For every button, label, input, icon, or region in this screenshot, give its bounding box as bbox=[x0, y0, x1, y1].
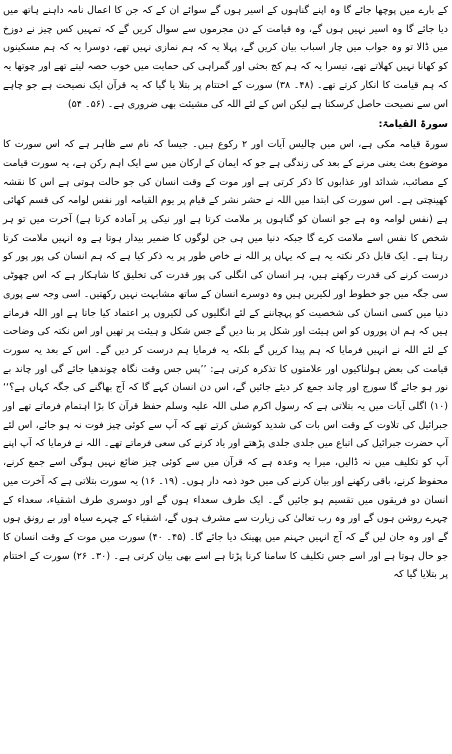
body-paragraph: سورۃ قیامہ مکی ہے، اس میں چالیس آیات اور ۲ رکوع ہیں۔ جیسا کہ نام سے ظاہر ہے کہ اس سورت کا موضوع بعث یعنی مرنے کے بعد کی زندگی ہے جو کہ ایمان کے ارکان میں سے ایک اہم رکن ہے، یہ سورت قیامت کے مصائب، شدائد اور عذابوں کا ذکر کرتی ہے اور موت کے وقت انسان کی جو حالت ہوتی ہے اس کا نقشہ کھینچتی ہے۔ اس سورت کی ابتدا میں اللہ نے حشر نشر کے قیام پر یوم القیامہ اور نفس لوامہ کی قسم کھائی ہے (نفس لوامہ وہ ہے جو انسان کو گناہوں پر ملامت کرتا ہے اور نیکی پر آمادہ کرتا ہے) آخرت میں تو ہر شخص کا نفس اسے ملامت کرے گا جبکہ دنیا میں ہی جن لوگوں کا ضمیر بیدار ہوتا ہے وہ انہیں ملامت کرتا رہتا ہے۔ ایک قابل ذکر نکتہ یہ ہے کہ یہاں پر اللہ نے خاص طور پر یہ ذکر کیا ہے کہ ہم انسان کی پور پور کو درست کرنے کی قدرت رکھتے ہیں، ہر انسان کی انگلی کی پور قدرت کی تخلیق کا شاہکار ہے کہ اس چھوٹی سی جگہ میں جو خطوط اور لکیریں ہیں وہ دوسرے انسان کے ساتھ مشابہت نہیں رکھتیں۔ اسی وجہ سے پوری دنیا میں کسی انسان کی شخصیت کو پہچاننے کے لئے انگلیوں کی لکیروں پر اعتماد کیا جاتا ہے اور اللہ فرماتے ہیں کہ ہم ان پوروں کو اس ہیئت اور شکل پر بنا دیں گے جس شکل و ہیئت پر تھیں اور اس نکتہ کی وضاحت کے لئے اللہ نے انہیں فرمایا کہ ہم پیدا کریں گے بلکہ یہ فرمایا ہم درست کر دیں گے۔ اس کے بعد یہ سورت قیامت کی بعض ہولناکیوں اور علامتوں کا تذکرہ کرتی ہے: ’’پس جس وقت نگاہ چوندھیا جائے گی اور چاند بے نور ہو جائے گا سورج اور چاند جمع کر دیئے جائیں گے، اس دن انسان کہے گا کہ آج بھاگنے کی جگہ کہاں ہے؟‘‘ (۱۰) اگلی آیات میں یہ بتلاتی ہے کہ رسول اکرم صلی اللہ علیہ وسلم حفظ قرآن کا بڑا اہتمام فرماتے تھے اور جبرائیل کی تلاوت کے وقت اس بات کی شدید کوشش کرتے تھے کہ آپ سے کوئی چیز فوت نہ ہو جائے، اس لئے آپ حضرت جبرائیل کی اتباع میں جلدی جلدی پڑھتے اور یاد کرنے کی سعی فرماتے تھے۔ اللہ نے فرمایا کہ آپ اپنے آپ کو تکلیف میں نہ ڈالیں، میرا یہ وعدہ ہے کہ قرآن میں سے کوئی چیز ضائع نہیں ہوگی اسے جمع کرنے، محفوظ کرنے، باقی رکھنے اور بیان کرنے کی میں خود ذمہ دار ہوں۔ (۱۹۔ ۱۶) یہ سورت بتلاتی ہے کہ آخرت میں انسان دو فریقوں میں تقسیم ہو جائیں گے۔ ایک طرف سعداء ہوں گے اور دوسری طرف اشقیاء، سعداء کے چہرے روشن ہوں گے اور وہ رب تعالیٰ کی زیارت سے مشرف ہوں گے، اشقیاء کے چہرے سیاہ اور بے رونق ہوں گے اور وہ جان لیں گے کہ آج انہیں جہنم میں پھینک دیا جائے گا۔ (۴۵۔ ۴۰) سورت میں موت کے وقت انسان کا جو حال ہوتا ہے اور اسے جس تکلیف کا سامنا کرنا پڑتا ہے اسے بھی بیان کرتی ہے۔ (۳۰۔ ۲۶) سورت کے اختتام پر بتلایا گیا کہ bbox=[3, 139, 449, 581]
section-heading: سورۃ القیامۃ: bbox=[378, 119, 448, 131]
intro-paragraph: کے بارے میں پوچھا جائے گا وہ اپنے گناہوں کے اسیر ہوں گے سوائے ان کے کہ جن کا اعمال نامہ داہنے ہاتھ میں دیا جائے گا وہ اسیر نہیں ہوں گے، وہ قیامت کے دن مجرموں سے سوال کریں گے کہ تمہیں کس چیز نے دوزخ میں ڈالا تو وہ جواب میں چار اسباب بیان کریں گے، پہلا یہ کہ ہم نمازی نہیں تھے، دوسرا یہ کہ ہم مسکینوں کو کھانا نہیں کھلاتے تھے، تیسرا یہ کہ ہم کج بحثی اور گمراہی کی حمایت میں خوب حصہ لیتے تھے اور چوتھا یہ کہ ہم قیامت کا انکار کرتے تھے۔ (۴۸۔ ۳۸) سورت کے اختتام پر بتلا یا گیا کہ یہ قرآن ایک نصیحت ہے جو چاہے اس سے نصیحت حاصل کرسکتا ہے لیکن اس کے لئے اللہ کی مشیئت بھی ضروری ہے۔ (۵۶۔ ۵۴) bbox=[3, 5, 448, 110]
